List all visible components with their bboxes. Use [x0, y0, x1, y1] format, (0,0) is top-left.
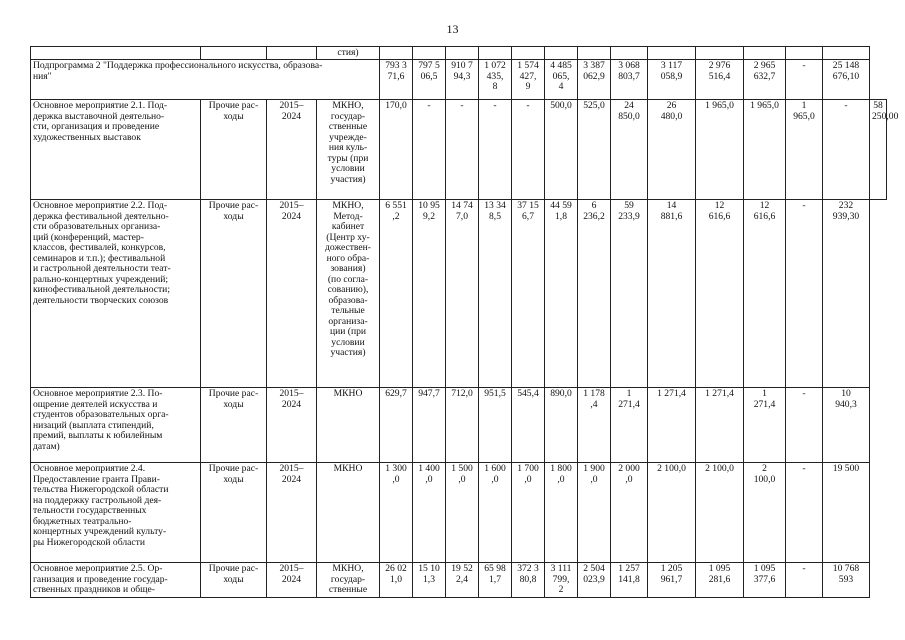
executor-cell: МКНО, государ- ственные учрежде- ния куль- туры (при условии участия): [317, 100, 380, 200]
value-cell: 1 257 141,8: [611, 563, 648, 598]
value-cell: 793 3 71,6: [380, 60, 413, 100]
expense-type-cell: Прочие рас- ходы: [201, 563, 267, 598]
value-cell: -: [786, 60, 823, 100]
value-cell: 65 98 1,7: [479, 563, 512, 598]
value-cell: 1 072 435, 8: [479, 60, 512, 100]
expense-type-cell: Прочие рас- ходы: [201, 200, 267, 388]
value-cell: 37 15 6,7: [512, 200, 545, 388]
value-cell: 2 100,0: [696, 463, 744, 563]
value-cell: 951,5: [479, 388, 512, 463]
executor-cell: МКНО, государ- ственные: [317, 563, 380, 598]
value-cell: 3 387 062,9: [578, 60, 611, 100]
value-cell: 10 95 9,2: [413, 200, 446, 388]
total-cell: 58 250,00: [870, 100, 887, 200]
value-cell: 1 965,0: [744, 100, 786, 200]
value-cell: -: [786, 563, 823, 598]
value-cell: 2 976 516,4: [696, 60, 744, 100]
value-cell: 1 400 ,0: [413, 463, 446, 563]
value-cell: 19 52 2,4: [446, 563, 479, 598]
value-cell: 890,0: [545, 388, 578, 463]
value-cell: 1 271,4: [696, 388, 744, 463]
total-cell: 232 939,30: [823, 200, 870, 388]
value-cell: 12 616,6: [744, 200, 786, 388]
value-cell: -: [786, 463, 823, 563]
value-cell: 1 095 281,6: [696, 563, 744, 598]
value-cell: 26 480,0: [648, 100, 696, 200]
measure-name: Основное мероприятие 2.3. По- ощрение деятелей искусства и студентов образовательных орга- низаций (выплата стипендий, премий, выплаты к юбилейным датам): [31, 388, 201, 463]
value-cell: 2 504 023,9: [578, 563, 611, 598]
period-cell: 2015– 2024: [267, 100, 317, 200]
value-cell: 3 117 058,9: [648, 60, 696, 100]
value-cell: 1 271,4: [744, 388, 786, 463]
continuation-row: [31, 47, 887, 60]
value-cell: 14 881,6: [648, 200, 696, 388]
value-cell: 1 500 ,0: [446, 463, 479, 563]
value-cell: -: [413, 100, 446, 200]
value-cell: 4 485 065, 4: [545, 60, 578, 100]
value-cell: -: [446, 100, 479, 200]
value-cell: -: [512, 100, 545, 200]
measure-row: [31, 388, 887, 463]
value-cell: 2 100,0: [648, 463, 696, 563]
expense-type-cell: Прочие рас- ходы: [201, 388, 267, 463]
value-cell: 1 600 ,0: [479, 463, 512, 563]
value-cell: 44 59 1,8: [545, 200, 578, 388]
value-cell: -: [786, 388, 823, 463]
executor-cell: МКНО: [317, 388, 380, 463]
value-cell: 1 700 ,0: [512, 463, 545, 563]
value-cell: -: [786, 200, 823, 388]
measure-name: Основное мероприятие 2.1. Под- держка выставочной деятельно- сти, организация и проведение художественных выставок: [31, 100, 201, 200]
value-cell: 12 616,6: [696, 200, 744, 388]
measure-name: Основное мероприятие 2.5. Ор- ганизация и проведение государ- ственных праздников и обще-: [31, 563, 201, 598]
value-cell: 372 3 80,8: [512, 563, 545, 598]
subprogram-row: [31, 60, 887, 100]
value-cell: 500,0: [545, 100, 578, 200]
total-cell: 10 768 593: [823, 563, 870, 598]
budget-table: [30, 46, 899, 598]
value-cell: 797 5 06,5: [413, 60, 446, 100]
value-cell: 1 965,0: [696, 100, 744, 200]
measure-row: [31, 200, 887, 388]
value-cell: 910 7 94,3: [446, 60, 479, 100]
measure-row: [31, 463, 887, 563]
value-cell: 525,0: [578, 100, 611, 200]
value-cell: -: [823, 100, 870, 200]
value-cell: 1 095 377,6: [744, 563, 786, 598]
value-cell: 712,0: [446, 388, 479, 463]
expense-type-cell: Прочие рас- ходы: [201, 100, 267, 200]
value-cell: 24 850,0: [611, 100, 648, 200]
value-cell: 2 000 ,0: [611, 463, 648, 563]
value-cell: -: [479, 100, 512, 200]
value-cell: 629,7: [380, 388, 413, 463]
period-cell: 2015– 2024: [267, 563, 317, 598]
value-cell: 1 965,0: [786, 100, 823, 200]
value-cell: 1 271,4: [648, 388, 696, 463]
value-cell: 1 271,4: [611, 388, 648, 463]
measure-row: [31, 100, 887, 200]
total-cell: 19 500: [823, 463, 870, 563]
total-cell: 25 148 676,10: [823, 60, 870, 100]
value-cell: 6 551 ,2: [380, 200, 413, 388]
value-cell: 170,0: [380, 100, 413, 200]
value-cell: 1 205 961,7: [648, 563, 696, 598]
value-cell: 1 900 ,0: [578, 463, 611, 563]
value-cell: 1 300 ,0: [380, 463, 413, 563]
executor-cell: МКНО, Метод- кабинет (Центр ху- дожествен- ного обра- зования) (по согла- сованию), образова- тельные организа- ции (при условии участия): [317, 200, 380, 388]
value-cell: 6 236,2: [578, 200, 611, 388]
value-cell: 947,7: [413, 388, 446, 463]
subprogram-name: Подпрограмма 2 "Поддержка профессионального искусства, образова- ния": [31, 60, 380, 100]
measure-name: Основное мероприятие 2.2. Под- держка фестивальной деятельно- сти образовательных организа- ций (конференций, мастер- классов, фестивалей, конкурсов, семинаров и т.п.); фестивальной и гастрольной деятельности теат- рально-концертных учреждений; кинофестивальной деятельности; деятельности творческих союзов: [31, 200, 201, 388]
value-cell: 545,4: [512, 388, 545, 463]
measure-row: [31, 563, 887, 598]
value-cell: 15 10 1,3: [413, 563, 446, 598]
value-cell: 3 068 803,7: [611, 60, 648, 100]
value-cell: 13 34 8,5: [479, 200, 512, 388]
period-cell: 2015– 2024: [267, 463, 317, 563]
executor-cell: стия): [317, 47, 380, 60]
value-cell: 1 574 427, 9: [512, 60, 545, 100]
period-cell: 2015– 2024: [267, 388, 317, 463]
value-cell: 3 111 799, 2: [545, 563, 578, 598]
value-cell: 14 74 7,0: [446, 200, 479, 388]
executor-cell: МКНО: [317, 463, 380, 563]
value-cell: 1 178 ,4: [578, 388, 611, 463]
total-cell: 10 940,3: [823, 388, 870, 463]
page-number: 13: [446, 22, 459, 36]
value-cell: 2 100,0: [744, 463, 786, 563]
measure-name: Основное мероприятие 2.4. Предоставление гранта Прави- тельства Нижегородской области на поддержку гастрольной дея- тельности государственных бюджетных театрально- концертных учреждений культу- ры Нижегородской области: [31, 463, 201, 563]
value-cell: 59 233,9: [611, 200, 648, 388]
value-cell: 2 965 632,7: [744, 60, 786, 100]
value-cell: 26 02 1,0: [380, 563, 413, 598]
value-cell: 1 800 ,0: [545, 463, 578, 563]
period-cell: 2015– 2024: [267, 200, 317, 388]
expense-type-cell: Прочие рас- ходы: [201, 463, 267, 563]
